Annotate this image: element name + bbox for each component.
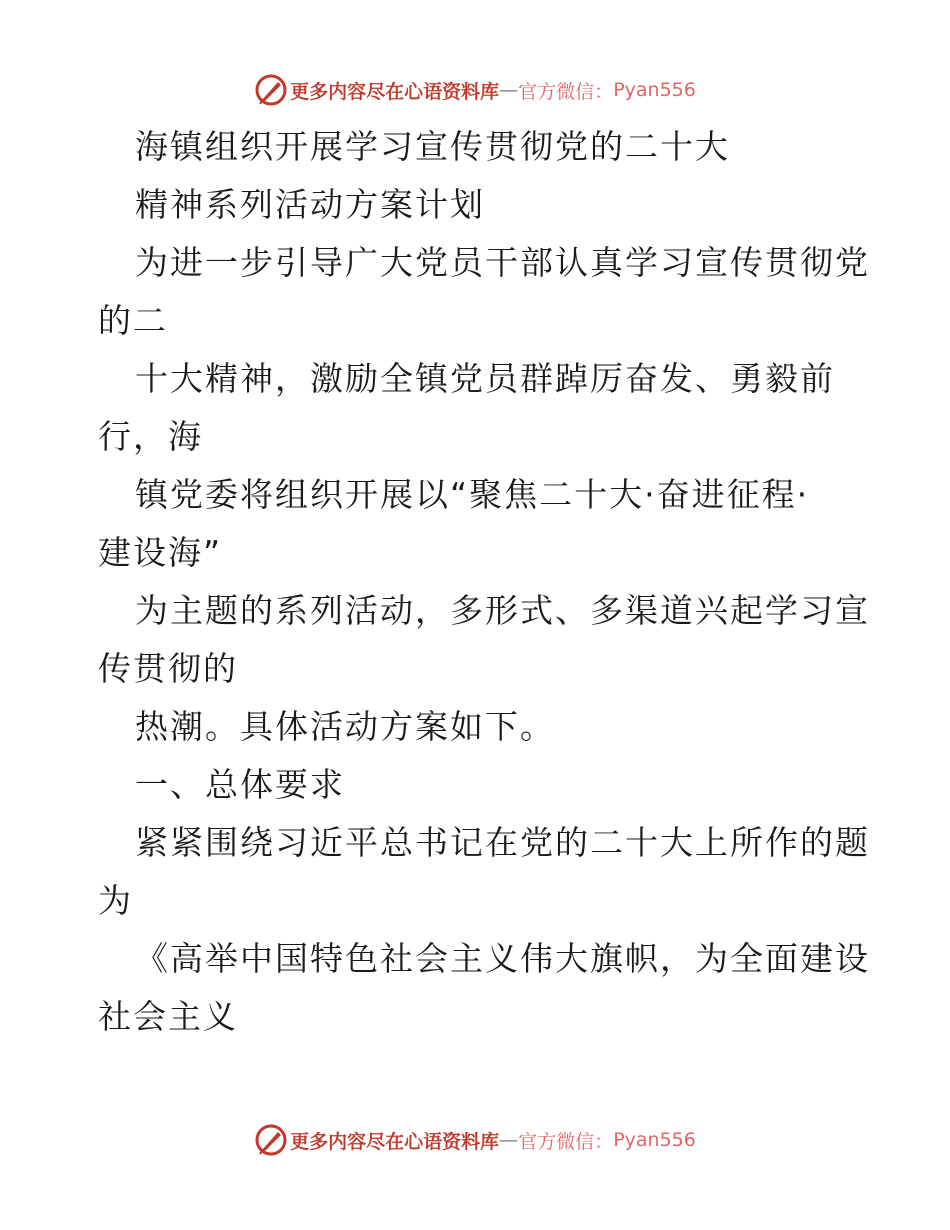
footer-wechat-label: 官方微信：: [518, 1130, 614, 1153]
header-banner-separator: —: [499, 79, 519, 101]
footer-wechat-id: Pyan556: [613, 1129, 696, 1151]
text-line: 海镇组织开展学习宣传贯彻党的二十大: [135, 127, 730, 166]
text-line: 为: [98, 881, 133, 920]
text-line: 一、总体要求: [135, 765, 345, 804]
text-line: 紧紧围绕习近平总书记在党的二十大上所作的题: [135, 823, 870, 862]
text-line: 社会主义: [98, 997, 238, 1036]
header-wechat-label: 官方微信：: [518, 80, 614, 103]
quill-logo-icon: [254, 73, 288, 107]
header-banner: [0, 72, 950, 108]
text-line: 十大精神，激励全镇党员群踔厉奋发、勇毅前: [135, 359, 835, 398]
text-line: 《高举中国特色社会主义伟大旗帜，为全面建设: [135, 939, 870, 978]
text-line: 建设海”: [98, 533, 223, 572]
footer-banner: [0, 1122, 950, 1158]
text-line: 热潮。具体活动方案如下。: [135, 707, 555, 746]
document-body: [98, 118, 870, 1046]
footer-banner-text: 更多内容尽在心语资料库: [290, 1130, 500, 1153]
text-line: 精神系列活动方案计划: [135, 185, 485, 224]
header-banner-text: 更多内容尽在心语资料库: [290, 80, 500, 103]
text-line: 为进一步引导广大党员干部认真学习宣传贯彻党: [135, 243, 870, 282]
quill-logo-icon: [254, 1123, 288, 1157]
text-line: 行，海: [98, 417, 203, 456]
text-line: 的二: [98, 301, 168, 340]
text-line: 镇党委将组织开展以“聚焦二十大·奋进征程·: [135, 475, 810, 514]
text-line: 传贯彻的: [98, 649, 238, 688]
header-wechat-id: Pyan556: [613, 79, 696, 101]
text-line: 为主题的系列活动，多形式、多渠道兴起学习宣: [135, 591, 870, 630]
footer-banner-separator: —: [499, 1129, 519, 1151]
